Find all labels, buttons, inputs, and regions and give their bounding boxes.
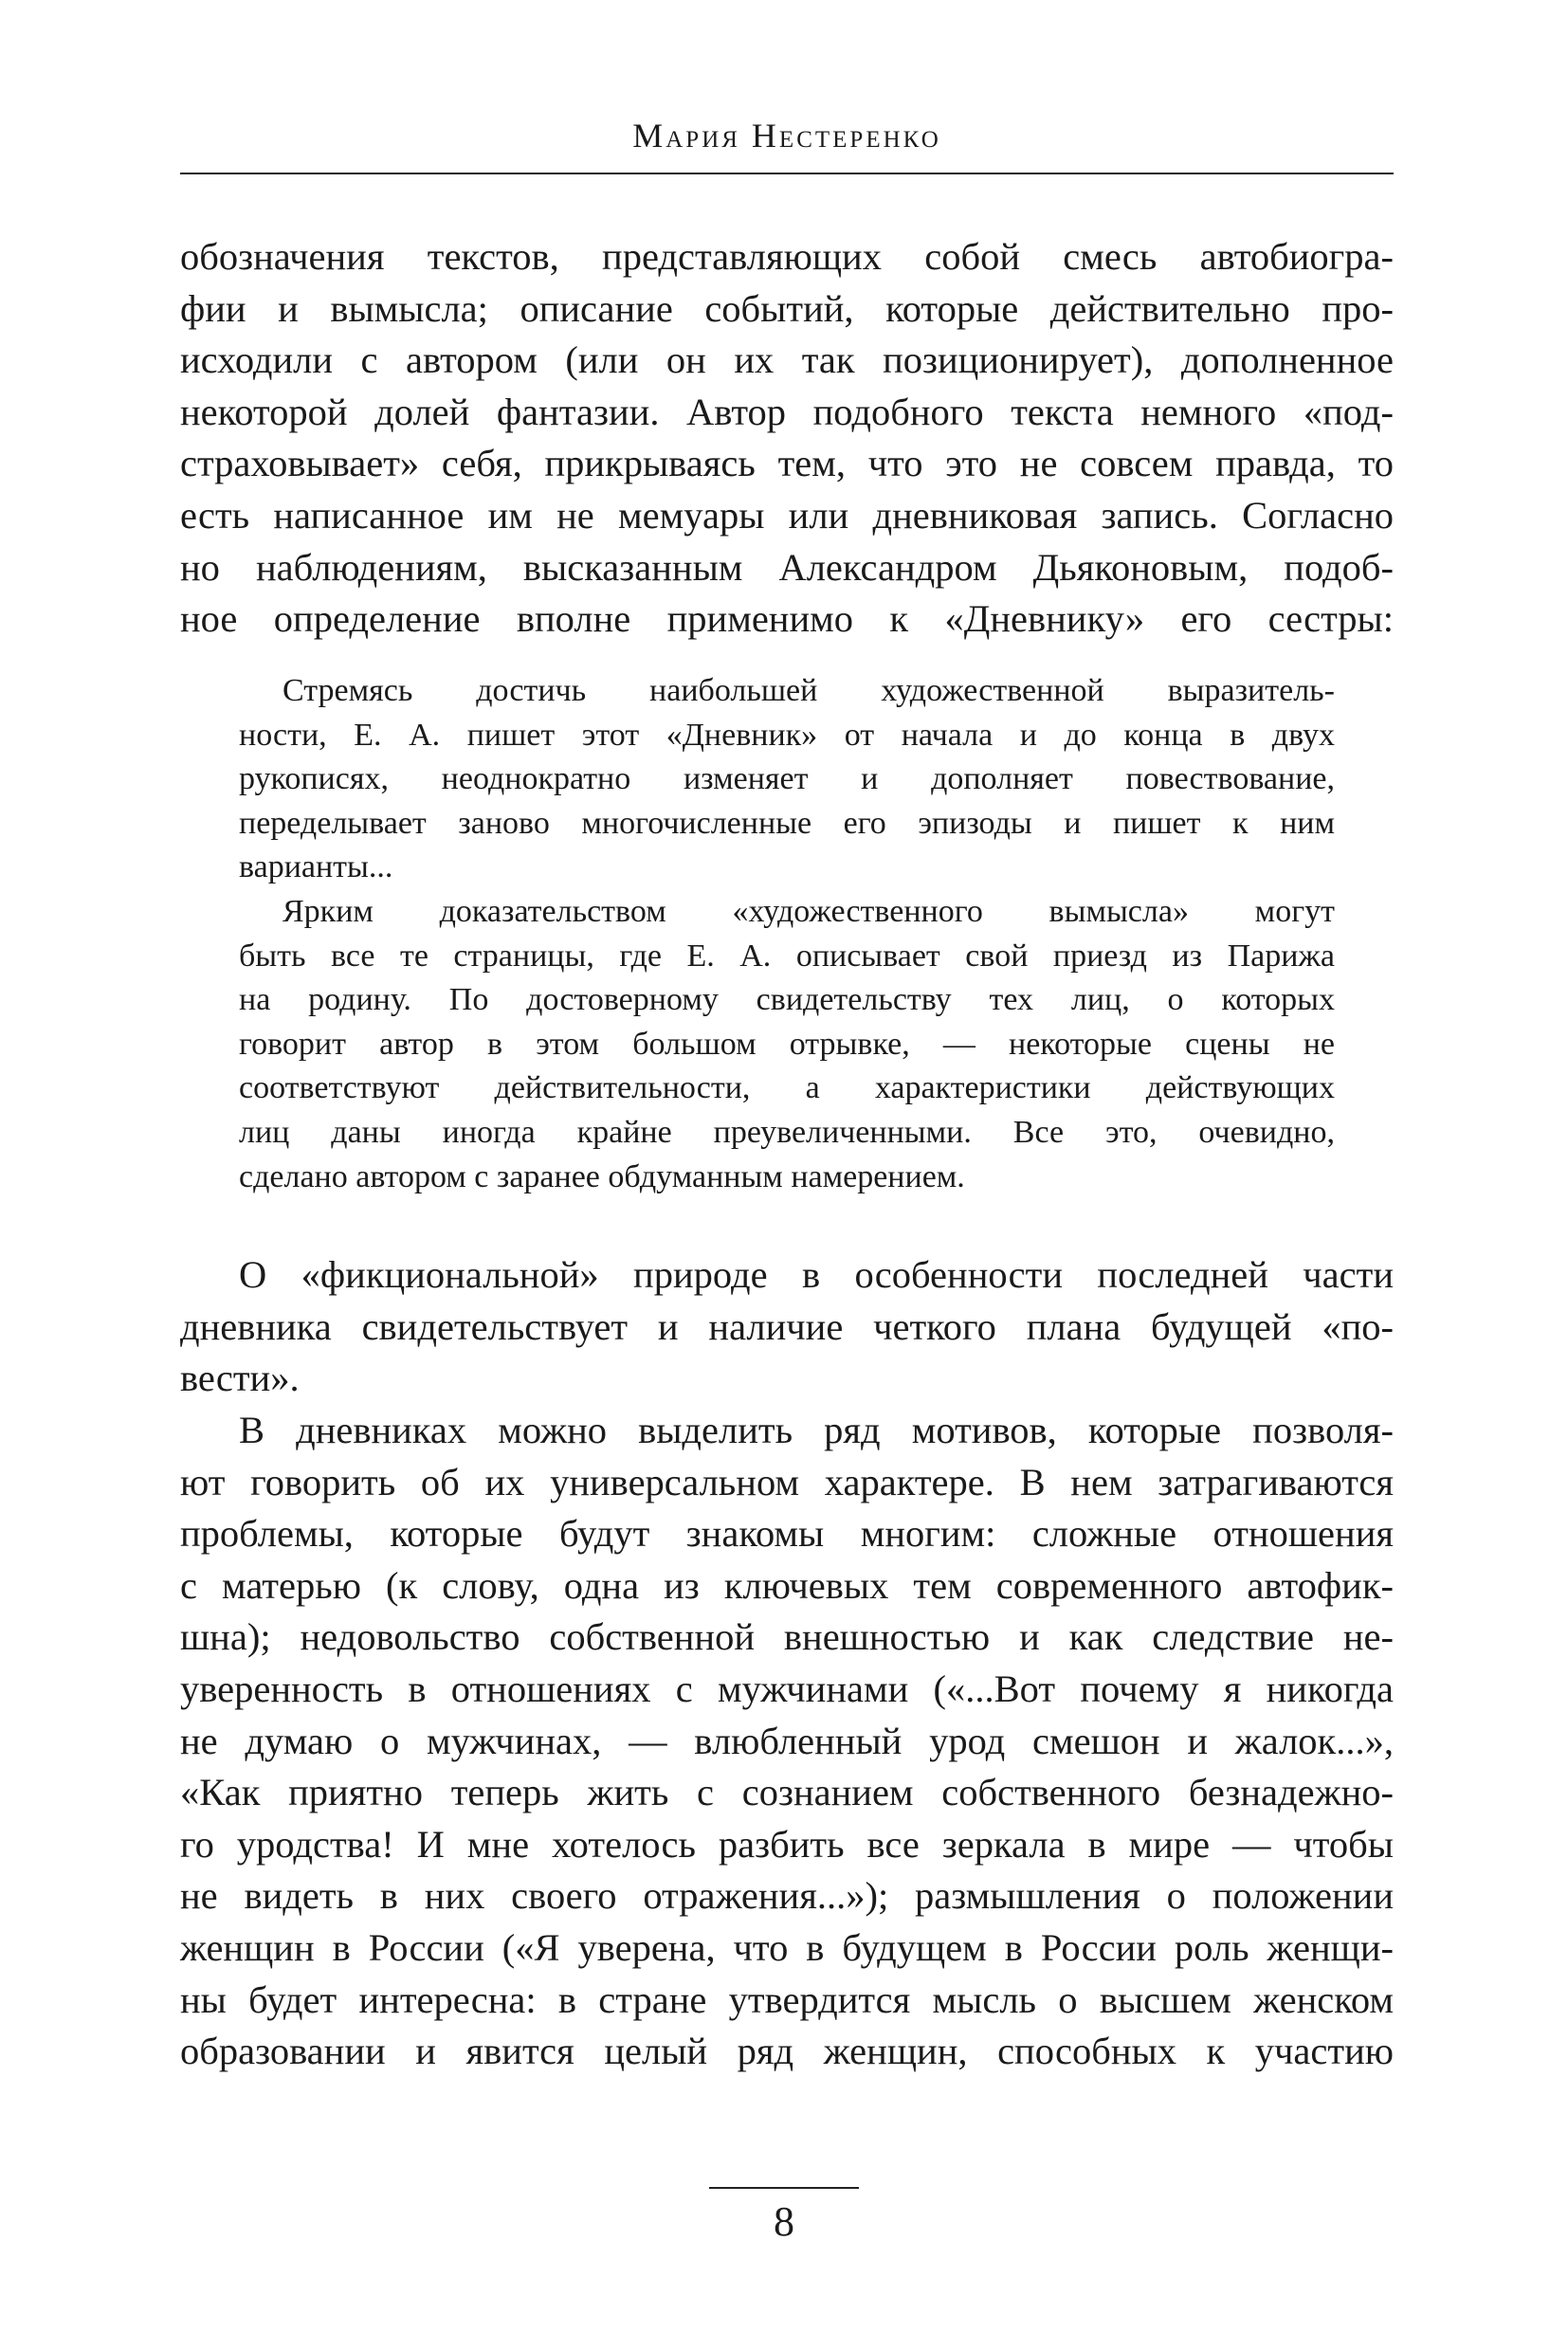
text-line: женщин в России («Я уверена, что в будущем в России роль женщи- (180, 1925, 1394, 1969)
text-line: ное определение вполне применимо к «Дневнику» его сестры: (180, 597, 1394, 641)
quote-line: быть все те страницы, где Е. А. описывает свой приезд из Парижа (239, 938, 1335, 974)
text-line: обозначения текстов, представляющих собой смесь автобиогра- (180, 235, 1394, 278)
text-line: фии и вымысла; описание событий, которые действительно про- (180, 286, 1394, 330)
folio-rule (709, 2187, 859, 2189)
text-line: но наблюдениям, высказанным Александром Дьяконовым, подоб- (180, 545, 1394, 589)
quote-line: рукописях, неоднократно изменяет и дополняет повествование, (239, 761, 1335, 797)
quote-line: Стремясь достичь наибольшей художественной выразитель- (283, 673, 1335, 708)
text-line: дневника свидетельствует и наличие четкого плана будущей «по- (180, 1304, 1394, 1348)
quote-line: лиц даны иногда крайне преувеличенными. Все это, очевидно, (239, 1114, 1335, 1150)
text-line: В дневниках можно выделить ряд мотивов, которые позволя- (239, 1409, 1394, 1451)
text-line: ны будет интересна: в стране утвердится мысль о высшем женском (180, 1977, 1394, 2021)
paragraph-2 (180, 1249, 1394, 1405)
text-line: есть написанное им не мемуары или дневниковая запись. Согласно (180, 493, 1394, 537)
text-line: не думаю о мужчинах, — влюбленный урод смешон и жалок...», (180, 1719, 1394, 1762)
text-line: некоторой долей фантазии. Автор подобного текста немного «под- (180, 390, 1394, 433)
text-line: исходили с автором (или он их так позиционирует), дополненное (180, 338, 1394, 382)
text-line: шна); недовольство собственной внешностью и как следствие не- (180, 1615, 1394, 1659)
header-rule (180, 173, 1394, 174)
page-number: 8 (774, 2198, 794, 2245)
text-line: страховывает» себя, прикрываясь тем, что это не совсем правда, то (180, 442, 1394, 485)
text-line: вести». (180, 1357, 300, 1400)
running-head: Мария Нестеренко (632, 117, 941, 155)
text-line: О «фикциональной» природе в особенности последней части (239, 1253, 1394, 1296)
quote-line: сделано автором с заранее обдуманным намерением. (239, 1158, 965, 1194)
quote-line: Ярким доказательством «художественного вымысла» могут (283, 893, 1335, 929)
text-line: го уродства! И мне хотелось разбить все зеркала в мире — чтобы (180, 1822, 1394, 1866)
quote-line: говорит автор в этом большом отрывке, — некоторые сцены не (239, 1026, 1335, 1062)
paragraph-1 (180, 231, 1394, 646)
quote-line: варианты... (239, 849, 393, 885)
quote-line: ности, Е. А. пишет этот «Дневник» от начала и до конца в двух (239, 717, 1335, 753)
quote-line: переделывает заново многочисленные его эпизоды и пишет к ним (239, 805, 1335, 841)
quote-line: на родину. По достоверному свидетельству тех лиц, о которых (239, 982, 1335, 1018)
text-line: «Как приятно теперь жить с сознанием собственного безнадежно- (180, 1771, 1394, 1814)
text-line: уверенность в отношениях с мужчинами («...Вот почему я никогда (180, 1667, 1394, 1710)
text-line: проблемы, которые будут знакомы многим: сложные отношения (180, 1512, 1394, 1556)
text-line: ют говорить об их универсальном характере. В нем затрагиваются (180, 1460, 1394, 1503)
quote-line: соответствуют действительности, а характеристики действующих (239, 1070, 1335, 1106)
text-line: с матерью (к слову, одна из ключевых тем современного автофик- (180, 1563, 1394, 1607)
text-line: образовании и явится целый ряд женщин, способных к участию (180, 2030, 1394, 2073)
text-line: не видеть в них своего отражения...»); размышления о положении (180, 1874, 1394, 1918)
paragraph-3 (180, 1405, 1394, 2078)
block-quote (239, 669, 1335, 1199)
